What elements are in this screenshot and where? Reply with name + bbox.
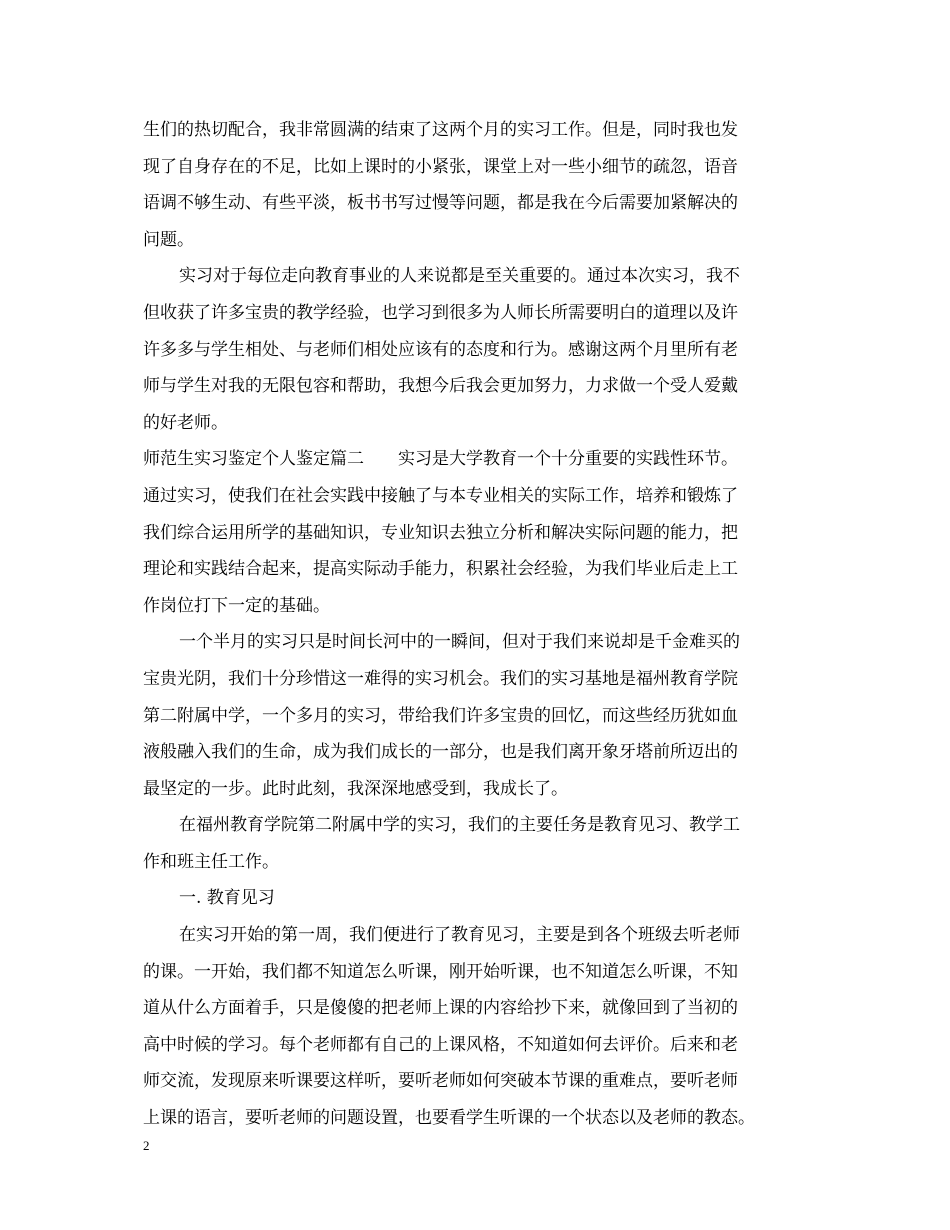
text-line: 最坚定的一步。此时此刻，我深深地感受到，我成长了。 (143, 778, 568, 799)
text-line: 一. 教育见习 (179, 888, 275, 909)
text-line: 生们的热切配合，我非常圆满的结束了这两个月的实习工作。但是，同时我也发 (143, 120, 738, 140)
body-text (143, 112, 823, 1137)
text-line: 许多多与学生相处、与老师们相处应该有的态度和行为。感谢这两个月里所有老 (143, 339, 738, 360)
page-number: 2 (143, 1138, 150, 1153)
text-line: 一个半月的实习只是时间长河中的一瞬间，但对于我们来说却是千金难买的 (179, 632, 740, 653)
text-line: 液般融入我们的生命，成为我们成长的一部分，也是我们离开象牙塔前所迈出的 (143, 742, 738, 763)
text-line: 上课的语言，要听老师的问题设置，也要看学生听课的一个状态以及老师的教态。 (143, 1108, 755, 1129)
text-line: 作岗位打下一定的基础。 (143, 595, 330, 616)
text-line: 第二附属中学，一个多月的实习，带给我们许多宝贵的回忆，而这些经历犹如血 (143, 705, 738, 726)
text-line: 现了自身存在的不足，比如上课时的小紧张，课堂上对一些小细节的疏忽，语音 (143, 156, 738, 177)
text-line: 师范生实习鉴定个人鉴定篇二 实习是大学教育一个十分重要的实践性环节。 (143, 449, 738, 470)
text-line: 理论和实践结合起来，提高实际动手能力，积累社会经验，为我们毕业后走上工 (143, 559, 738, 580)
text-line: 问题。 (143, 229, 194, 250)
text-line: 道从什么方面着手，只是傻傻的把老师上课的内容给抄下来，就像回到了当初的 (143, 998, 738, 1019)
text-line: 师与学生对我的无限包容和帮助，我想今后我会更加努力，力求做一个受人爱戴 (143, 376, 738, 397)
text-line: 在实习开始的第一周，我们便进行了教育见习，主要是到各个班级去听老师 (179, 925, 740, 946)
text-line: 高中时候的学习。每个老师都有自己的上课风格，不知道如何去评价。后来和老 (143, 1034, 738, 1055)
text-line: 但收获了许多宝贵的教学经验，也学习到很多为人师长所需要明白的道理以及许 (143, 302, 738, 323)
text-line: 通过实习，使我们在社会实践中接触了与本专业相关的实际工作，培养和锻炼了 (143, 485, 738, 506)
text-line: 师交流，发现原来听课要这样听，要听老师如何突破本节课的重难点，要听老师 (143, 1071, 738, 1092)
text-line: 我们综合运用所学的基础知识，专业知识去独立分析和解决实际问题的能力，把 (143, 522, 738, 543)
text-line: 作和班主任工作。 (143, 851, 279, 872)
text-line: 宝贵光阴，我们十分珍惜这一难得的实习机会。我们的实习基地是福州教育学院 (143, 668, 738, 689)
text-line: 在福州教育学院第二附属中学的实习，我们的主要任务是教育见习、教学工 (179, 815, 740, 836)
text-line: 实习对于每位走向教育事业的人来说都是至关重要的。通过本次实习，我不 (179, 266, 740, 287)
text-line: 语调不够生动、有些平淡，板书书写过慢等问题，都是我在今后需要加紧解决的 (143, 193, 738, 214)
text-line: 的好老师。 (143, 412, 228, 433)
text-line: 的课。一开始，我们都不知道怎么听课，刚开始听课，也不知道怎么听课，不知 (143, 961, 738, 982)
